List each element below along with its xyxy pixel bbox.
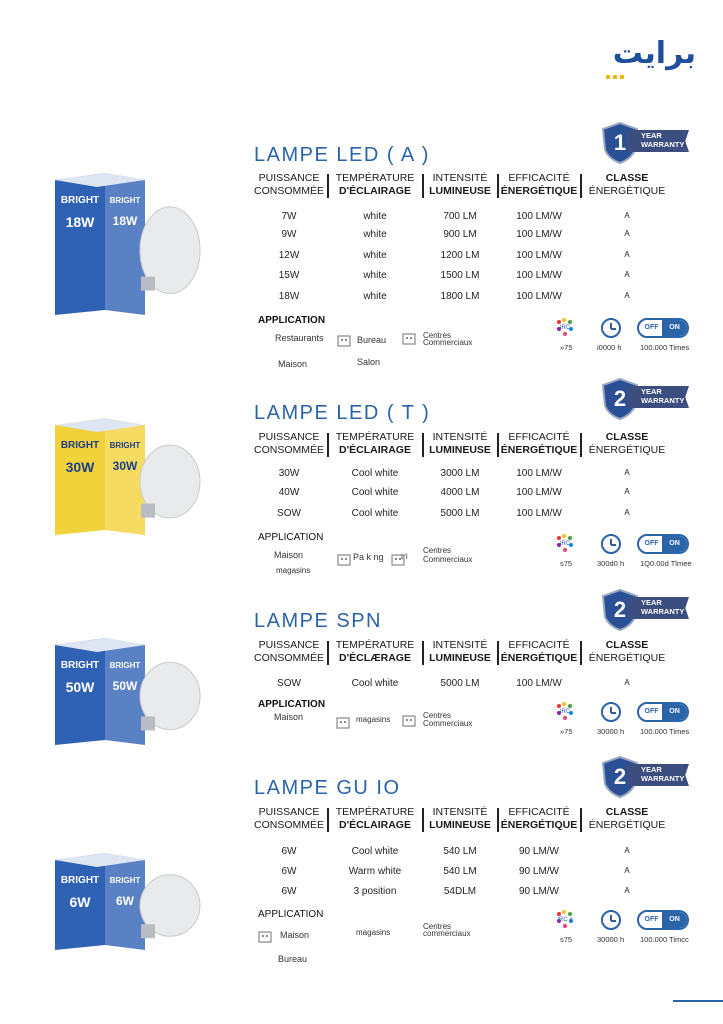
svg-text:BRIGHT: BRIGHT [60, 875, 100, 886]
application-item: Commerciaux [423, 555, 473, 564]
column-header-classe [582, 639, 672, 665]
svg-text:BRIGHT: BRIGHT [109, 876, 141, 885]
warranty-badge [601, 122, 691, 166]
column-header-intensite [415, 639, 505, 665]
application-item: magasins [276, 566, 311, 575]
application-item: Centres [423, 546, 452, 555]
application-item: Salon [357, 357, 381, 367]
cell-classe: A [624, 270, 630, 279]
cell-efficacite: 100 LM/W [516, 229, 562, 240]
header-line-2: LUMINEUSE [429, 185, 491, 197]
cri-value: »75 [560, 727, 573, 736]
cell-temperature: 3 position [353, 886, 397, 897]
toggle-off-label: OFF [644, 540, 659, 547]
header-line-1: CLASSE [605, 639, 649, 651]
cell-temperature: Cool white [351, 508, 399, 519]
cell-efficacite: 100 LM/W [516, 270, 562, 281]
cell-efficacite: 100 LM/W [516, 291, 562, 302]
column-header-intensite [415, 431, 505, 457]
column-header-efficacite [494, 639, 584, 665]
svg-text:BRIGHT: BRIGHT [60, 195, 100, 206]
column-header-puissance [244, 639, 334, 665]
cell-intensite: 540 LM [443, 866, 477, 877]
cri-color-icon [556, 702, 574, 720]
cell-efficacite: 90 LM/W [518, 866, 559, 877]
cri-value: s75 [560, 559, 573, 568]
product-image [45, 630, 205, 750]
column-separator [422, 433, 424, 457]
header-line-1: EFFICACITÉ [508, 172, 570, 184]
application-item: Commerciaux [423, 719, 473, 728]
application-item: magasins [356, 715, 391, 724]
header-line-1: INTENSITÉ [432, 431, 488, 443]
header-line-1: TEMPÉRATURE [335, 172, 415, 184]
shop-icon [336, 715, 350, 729]
logo-text: برايت [612, 36, 696, 71]
column-header-classe [582, 806, 672, 832]
cell-puissance: 6W [281, 846, 297, 857]
cell-puissance: 7W [281, 211, 297, 222]
column-separator [422, 641, 424, 665]
person-icon [337, 333, 351, 347]
column-separator [497, 808, 499, 832]
header-line-1: INTENSITÉ [432, 639, 488, 651]
building-icon [402, 331, 416, 345]
svg-text:50W: 50W [112, 679, 138, 693]
svg-text:30W: 30W [112, 459, 138, 473]
header-line-1: EFFICACITÉ [508, 639, 570, 651]
header-line-2: ÉNERGÉTIQUE [500, 185, 578, 197]
column-separator [327, 641, 329, 665]
svg-text:BRIGHT: BRIGHT [109, 441, 141, 450]
brand-logo [584, 36, 696, 80]
application-label: APPLICATION [258, 532, 324, 543]
column-header-temperature [330, 806, 420, 832]
application-item: Maison [274, 712, 304, 722]
cell-efficacite: 100 LM/W [516, 468, 562, 479]
column-separator [497, 433, 499, 457]
application-item: Pa k ng [353, 552, 384, 562]
svg-text:2: 2 [613, 386, 627, 411]
warranty-badge [601, 756, 691, 800]
header-line-1: PUISSANCE [258, 431, 320, 443]
svg-text:6W: 6W [116, 894, 134, 908]
cell-temperature: Cool white [351, 846, 399, 857]
column-separator [422, 174, 424, 198]
toggle-on-label: ON [662, 320, 687, 336]
column-separator [580, 433, 582, 457]
cell-puissance: SOW [277, 508, 301, 519]
cell-puissance: 18W [278, 291, 300, 302]
svg-text:BRIGHT: BRIGHT [60, 440, 100, 451]
cell-puissance: 6W [281, 886, 297, 897]
svg-text:18W: 18W [65, 214, 95, 230]
toggle-on-label: ON [662, 704, 687, 720]
column-header-temperature [330, 431, 420, 457]
column-header-puissance [244, 172, 334, 198]
column-separator [580, 174, 582, 198]
application-item: Maison [274, 550, 304, 560]
svg-text:BRIGHT: BRIGHT [60, 660, 100, 671]
svg-text:1: 1 [613, 130, 627, 155]
cell-classe: A [624, 508, 630, 517]
header-line-1: INTENSITÉ [432, 172, 488, 184]
logo-dots [606, 66, 627, 84]
column-header-efficacite [494, 431, 584, 457]
cell-temperature: Cool white [351, 468, 399, 479]
cell-intensite: 5000 LM [440, 508, 480, 519]
cell-temperature: Cool white [351, 487, 399, 498]
column-separator [497, 641, 499, 665]
cell-temperature: white [363, 229, 387, 240]
svg-text:BRIGHT: BRIGHT [109, 661, 141, 670]
application-item: tri [401, 552, 408, 561]
column-header-temperature [330, 172, 420, 198]
cell-temperature: white [363, 291, 387, 302]
column-separator [422, 808, 424, 832]
cell-efficacite: 100 LM/W [516, 678, 562, 689]
application-item: Maison [278, 359, 308, 369]
toggle-on-label: ON [662, 912, 687, 928]
cell-efficacite: 100 LM/W [516, 250, 562, 261]
svg-text:30W: 30W [65, 459, 95, 475]
svg-text:IRC: IRC [559, 541, 571, 547]
cell-classe: A [624, 886, 630, 895]
cell-intensite: 3000 LM [440, 468, 480, 479]
cell-temperature: white [363, 250, 387, 261]
svg-text:6W: 6W [69, 894, 91, 910]
on-off-toggle-icon [637, 910, 689, 930]
cell-efficacite: 90 LM/W [518, 846, 559, 857]
cri-value: »75 [560, 343, 573, 352]
header-line-1: CLASSE [605, 172, 649, 184]
section-title: LAMPE GU IO [254, 777, 401, 799]
cell-puissance: 9W [281, 229, 297, 240]
header-line-2: ÉNERGÉTIQUE [588, 185, 666, 197]
header-line-1: CLASSE [605, 806, 649, 818]
svg-text:BRIGHT: BRIGHT [109, 196, 141, 205]
on-off-toggle-icon [637, 702, 689, 722]
svg-text:IRC g: IRC g [557, 917, 573, 923]
column-header-puissance [244, 806, 334, 832]
column-separator [580, 641, 582, 665]
header-line-1: TEMPÉRATURE [335, 806, 415, 818]
application-item: Centres [423, 711, 452, 720]
toggle-on-label: ON [662, 536, 687, 552]
lifetime-hours: i0000 h [597, 343, 622, 352]
header-line-2: LUMINEUSE [429, 444, 491, 456]
product-box-illustration [45, 630, 205, 750]
cell-puissance: SOW [277, 678, 301, 689]
cell-intensite: 1800 LM [440, 291, 480, 302]
product-image [45, 410, 205, 540]
application-label: APPLICATION [258, 909, 324, 920]
lifetime-hours: 300d0 h [597, 559, 625, 568]
cell-intensite: 1500 LM [440, 270, 480, 281]
column-header-intensite [415, 172, 505, 198]
toggle-off-label: OFF [644, 324, 659, 331]
header-line-2: D'ÉCLÆRAGE [339, 652, 411, 664]
svg-text:2: 2 [613, 597, 627, 622]
cell-intensite: 900 LM [443, 229, 477, 240]
switch-cycles: 100.000 Timcc [640, 935, 689, 944]
cell-temperature: Cool white [351, 678, 399, 689]
product-image [45, 165, 205, 320]
application-item: Restaurants [275, 333, 324, 343]
cell-classe: A [624, 846, 630, 855]
header-line-2: ÉNERGÉTIQUE [588, 444, 666, 456]
column-header-intensite [415, 806, 505, 832]
column-header-classe [582, 431, 672, 457]
header-line-1: PUISSANCE [258, 172, 320, 184]
svg-text:50W: 50W [65, 679, 95, 695]
switch-cycles: 100.000 Times [640, 727, 690, 736]
cell-classe: A [624, 866, 630, 875]
header-line-1: INTENSITÉ [432, 806, 488, 818]
application-item: magasins [356, 928, 391, 937]
cell-intensite: 54DLM [443, 886, 477, 897]
section-title: LAMPE SPN [254, 610, 382, 632]
column-separator [580, 808, 582, 832]
cell-puissance: 15W [278, 270, 300, 281]
cell-efficacite: 100 LM/W [516, 487, 562, 498]
header-line-2: ÉNERGÉTIQUE [588, 819, 666, 831]
header-line-2: D'ÉCLAIRAGE [339, 819, 411, 831]
header-line-1: CLASSE [605, 431, 649, 443]
column-separator [327, 174, 329, 198]
clock-icon [601, 534, 621, 554]
application-label: APPLICATION [258, 315, 326, 326]
header-line-2: ÉNERGÉTIQUE [500, 819, 578, 831]
cri-color-icon [556, 910, 574, 928]
warranty-badge [601, 378, 691, 422]
application-item: Maison [280, 930, 310, 940]
header-line-1: EFFICACITÉ [508, 431, 570, 443]
cell-puissance: 12W [278, 250, 300, 261]
header-line-2: LUMINEUSE [429, 819, 491, 831]
svg-text:IRC: IRC [559, 709, 571, 715]
cri-color-icon [556, 318, 574, 336]
header-line-2: CONSOMMÉE [253, 652, 324, 664]
application-item: Bureau [357, 335, 387, 345]
header-line-2: CONSOMMÉE [253, 185, 324, 197]
toggle-off-label: OFF [644, 708, 659, 715]
column-header-efficacite [494, 806, 584, 832]
header-line-2: CONSOMMÉE [253, 444, 324, 456]
section-title: LAMPE LED ( T ) [254, 402, 431, 424]
bottom-accent-line [673, 1000, 723, 1002]
cri-value: s75 [560, 935, 573, 944]
cell-temperature: white [363, 270, 387, 281]
column-header-puissance [244, 431, 334, 457]
cell-classe: A [624, 468, 630, 477]
cri-color-icon [556, 534, 574, 552]
cell-intensite: 4000 LM [440, 487, 480, 498]
application-label: APPLICATION [258, 699, 326, 710]
application-item: Centres [423, 331, 452, 340]
application-item: Centres [423, 922, 452, 931]
home-icon [258, 929, 272, 943]
product-box-illustration [45, 410, 205, 540]
column-separator [327, 433, 329, 457]
product-image [45, 845, 205, 955]
clock-icon [601, 910, 621, 930]
application-item: Bureau [278, 954, 308, 964]
cell-intensite: 1200 LM [440, 250, 480, 261]
cell-classe: A [624, 291, 630, 300]
header-line-1: EFFICACITÉ [508, 806, 570, 818]
column-header-efficacite [494, 172, 584, 198]
cell-intensite: 5000 LM [440, 678, 480, 689]
cell-classe: A [624, 229, 630, 238]
clock-icon [601, 318, 621, 338]
header-line-1: TEMPÉRATURE [335, 431, 415, 443]
warranty-text: YEAR WARRANTY [641, 598, 685, 616]
factory-icon [391, 552, 405, 566]
column-separator [327, 808, 329, 832]
header-line-2: ÉNERGÉTIQUE [500, 652, 578, 664]
cell-classe: A [624, 678, 630, 687]
svg-text:18W: 18W [112, 214, 138, 228]
building-icon [402, 713, 416, 727]
warranty-text: YEAR WARRANTY [641, 131, 685, 149]
cell-efficacite: 100 LM/W [516, 508, 562, 519]
cell-temperature: Warm white [348, 866, 402, 877]
header-line-1: PUISSANCE [258, 639, 320, 651]
cell-temperature: white [363, 211, 387, 222]
on-off-toggle-icon [637, 534, 689, 554]
cell-intensite: 540 LM [443, 846, 477, 857]
on-off-toggle-icon [637, 318, 689, 338]
cell-intensite: 700 LM [443, 211, 477, 222]
cell-efficacite: 100 LM/W [516, 211, 562, 222]
cell-efficacite: 90 LM/W [518, 886, 559, 897]
column-header-classe [582, 172, 672, 198]
application-item: commerciaux [423, 929, 471, 938]
lifetime-hours: 30000 h [597, 727, 625, 736]
header-line-1: TEMPÉRATURE [335, 639, 415, 651]
header-line-2: D'ÉCLAIRAGE [339, 444, 411, 456]
header-line-2: LUMINEUSE [429, 652, 491, 664]
application-item: Commerciaux [423, 338, 473, 347]
switch-cycles: 1Q0.00d Tlmee [640, 559, 692, 568]
cell-classe: A [624, 211, 630, 220]
cell-puissance: 6W [281, 866, 297, 877]
section-title: LAMPE LED ( A ) [254, 144, 430, 166]
cell-puissance: 30W [278, 468, 300, 479]
svg-text:IRC: IRC [559, 325, 571, 331]
toggle-off-label: OFF [644, 916, 659, 923]
switch-cycles: 100.000 Times [640, 343, 690, 352]
cell-classe: A [624, 487, 630, 496]
clock-icon [601, 702, 621, 722]
cell-classe: A [624, 250, 630, 259]
header-line-2: ÉNERGÉTIQUE [588, 652, 666, 664]
parking-icon [337, 552, 351, 566]
warranty-text: YEAR WARRANTY [641, 765, 685, 783]
cell-puissance: 40W [278, 487, 300, 498]
lifetime-hours: 30000 h [597, 935, 625, 944]
svg-text:2: 2 [613, 764, 627, 789]
product-box-illustration [45, 845, 205, 955]
header-line-2: D'ÉCLAIRAGE [339, 185, 411, 197]
header-line-2: ÉNERGÉTIQUE [500, 444, 578, 456]
header-line-1: PUISSANCE [258, 806, 320, 818]
column-separator [497, 174, 499, 198]
warranty-badge [601, 589, 691, 633]
header-line-2: CONSOMMÉE [253, 819, 324, 831]
column-header-temperature [330, 639, 420, 665]
warranty-text: YEAR WARRANTY [641, 387, 685, 405]
product-box-illustration [45, 165, 205, 320]
